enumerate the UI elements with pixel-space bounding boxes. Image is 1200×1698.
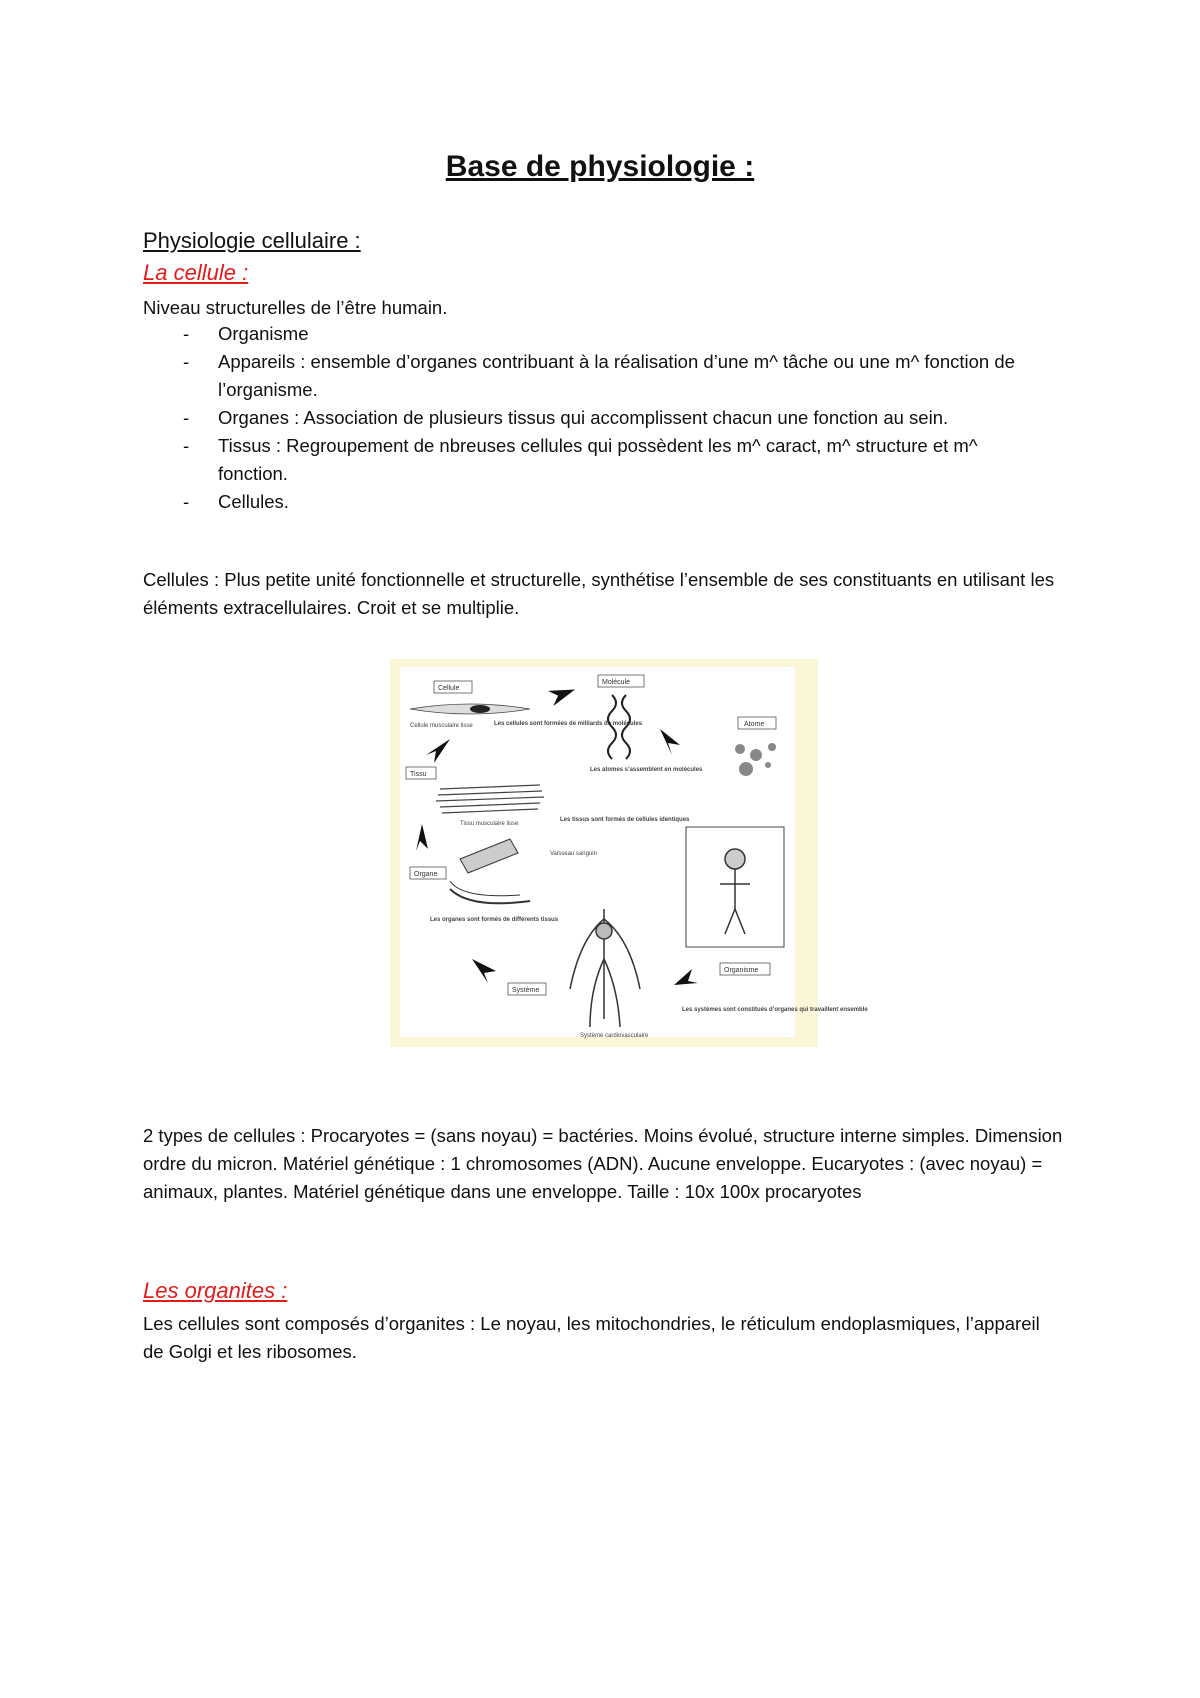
label-systeme: Système — [512, 987, 540, 994]
organisation-levels-figure — [390, 659, 868, 1047]
list-dash: - — [183, 323, 190, 344]
section-heading: Physiologie cellulaire : — [143, 228, 361, 253]
label-organe: Organe — [414, 871, 438, 878]
caption-vaisseau: Vaisseau sanguin — [550, 851, 597, 857]
nucleus-shape — [470, 705, 490, 713]
cellule-intro: Niveau structurelles de l’être humain. — [143, 297, 448, 318]
caption-cellules: Les cellules sont formées de milliards de molécules — [494, 721, 643, 727]
caption-tissu-muscle: Tissu musculaire lisse — [460, 821, 519, 827]
page-title: Base de physiologie : — [445, 150, 755, 183]
list-item — [143, 488, 1063, 516]
list-dash: - — [183, 491, 190, 512]
list-item-text: Organes : Association de plusieurs tissus qui accomplissent chacun une fonction au sein. — [218, 407, 949, 428]
organites-heading: Les organites : — [143, 1278, 288, 1303]
label-molecule: Molécule — [602, 679, 631, 686]
list-item-text: Cellules. — [218, 491, 289, 512]
caption-systemes: Les systèmes sont constitués d’organes qui travaillent ensemble — [682, 1007, 868, 1013]
list-item — [143, 348, 1063, 404]
list-item-text: Tissus : Regroupement de nbreuses cellules qui possèdent les m^ caract, m^ structure et m^ fonction. — [218, 435, 978, 484]
label-atome: Atome — [744, 721, 765, 728]
label-cellule: Cellule — [438, 685, 460, 692]
list-dash: - — [183, 435, 190, 456]
cellule-heading: La cellule : — [143, 260, 249, 285]
list-dash: - — [183, 351, 190, 372]
cell-types-paragraph: 2 types de cellules : Procaryotes = (sans noyau) = bactéries. Moins évolué, structure interne simples. Dimension ordre du micron. Matériel génétique : 1 chromosomes (ADN). Aucune enveloppe. Eucaryotes : (avec noyau) = animaux, plantes. Matériel génétique dans une enveloppe. Taille : 10x 100x procaryotes — [143, 1125, 1063, 1202]
structure-levels-list — [143, 320, 1063, 516]
list-item — [143, 404, 1063, 432]
cellule-definition: Cellules : Plus petite unité fonctionnelle et structurelle, synthétise l’ensemble de ses constituants en utilisant les éléments extracellulaires. Croit et se multiplie. — [143, 569, 1055, 618]
label-organisme: Organisme — [724, 967, 759, 974]
caption-cardio: Système cardiovasculaire — [580, 1033, 649, 1039]
caption-fibre: Cellule musculaire lisse — [410, 723, 473, 729]
list-item-text: Appareils : ensemble d’organes contribuant à la réalisation d’une m^ tâche ou une m^ fonction de l’organisme. — [218, 351, 1015, 400]
caption-organes: Les organes sont formés de différents tissus — [430, 917, 559, 923]
caption-tissus: Les tissus sont formés de cellules identiques — [560, 817, 690, 823]
list-item-text: Organisme — [218, 323, 309, 344]
organites-text: Les cellules sont composés d’organites : Le noyau, les mitochondries, le réticulum endoplasmiques, l’appareil de Golgi et les ribosomes. — [143, 1313, 1040, 1362]
label-tissu: Tissu — [410, 771, 427, 778]
list-dash: - — [183, 407, 190, 428]
list-item — [143, 320, 1063, 348]
list-item — [143, 432, 1063, 488]
figure-illustration — [390, 659, 868, 1047]
caption-atomes: Les atomes s’assemblent en molécules — [590, 767, 703, 773]
